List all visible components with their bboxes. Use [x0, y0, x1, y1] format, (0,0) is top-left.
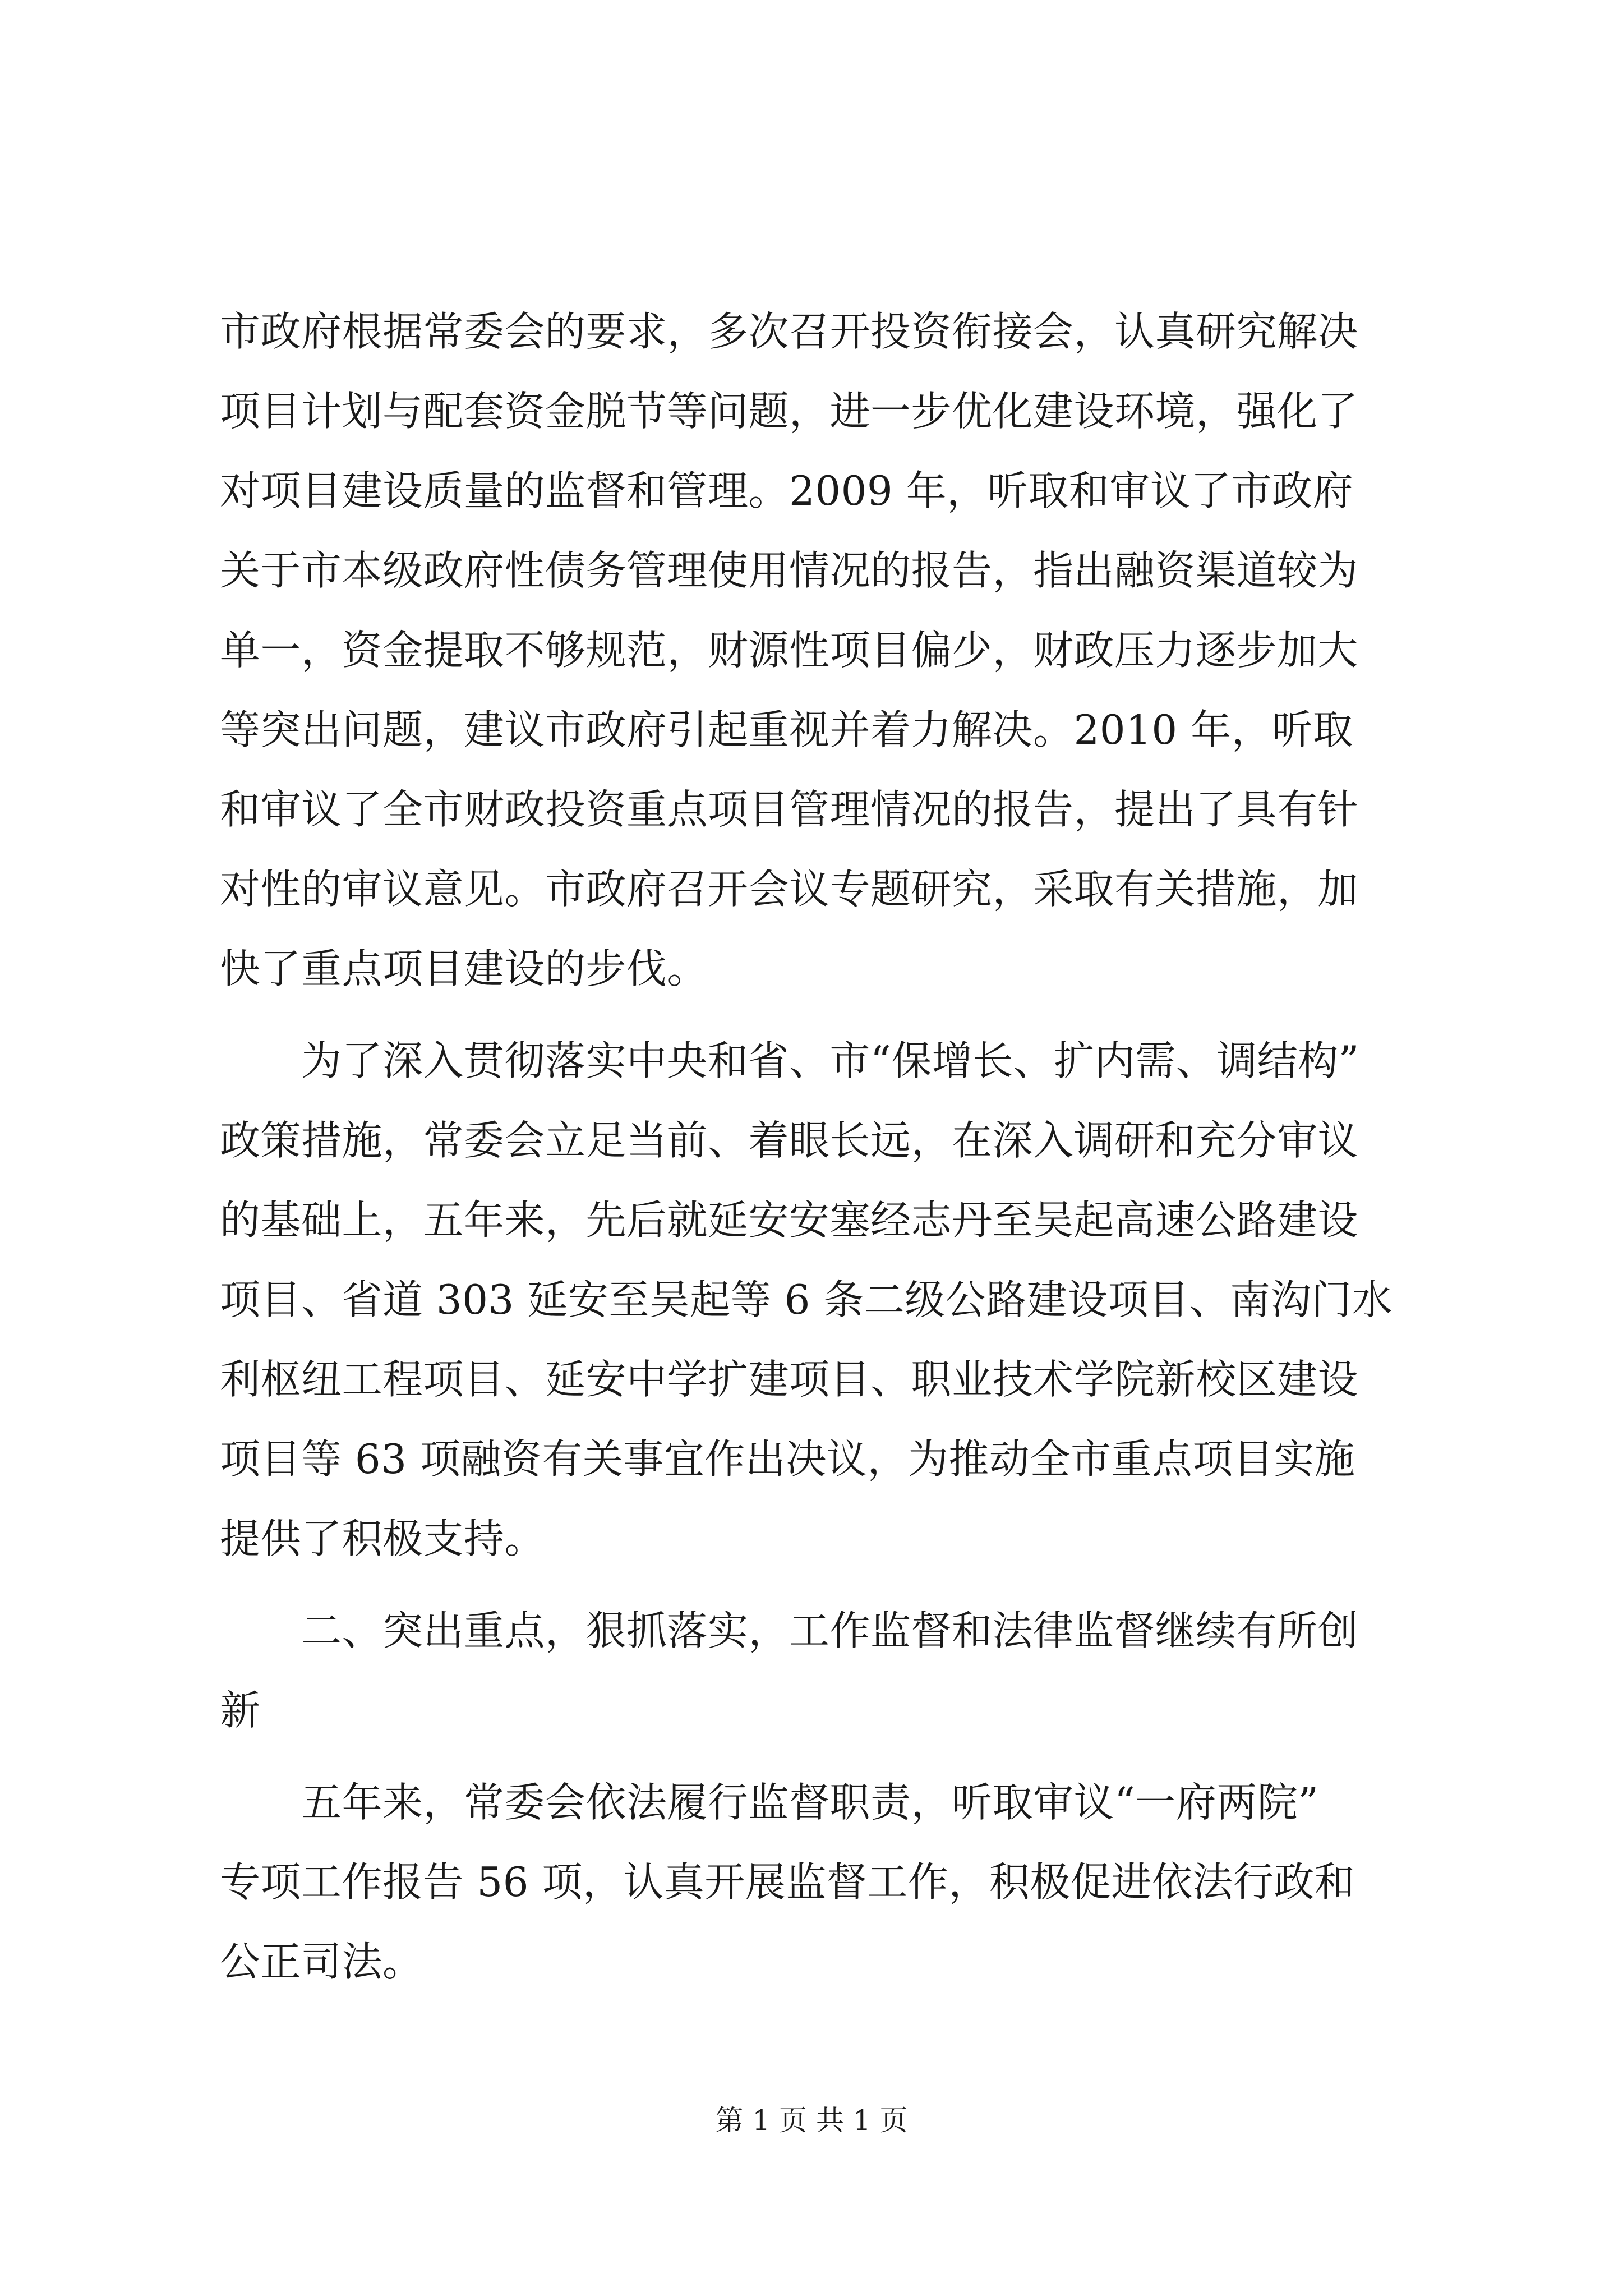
text-line: 提供了积极支持。	[220, 1515, 546, 1562]
text-line: 利枢纽工程项目、延安中学扩建项目、职业技术学院新校区建设	[220, 1356, 1359, 1403]
text-line: 项目等 63 项融资有关事宜作出决议，为推动全市重点项目实施	[220, 1435, 1355, 1483]
document-body	[220, 292, 1420, 2001]
heading-line: 新	[220, 1687, 261, 1734]
text-line: 对项目建设质量的监督和管理。2009 年，听取和审议了市政府	[220, 467, 1354, 514]
paragraph-spacer	[220, 1750, 1420, 1763]
text-line: 公正司法。	[220, 1938, 423, 1985]
text-line: 对性的审议意见。市政府召开会议专题研究，采取有关措施，加	[220, 866, 1359, 913]
text-line: 的基础上，五年来，先后就延安安塞经志丹至吴起高速公路建设	[220, 1197, 1359, 1244]
text-line: 项目计划与配套资金脱节等问题，进一步优化建设环境，强化了	[220, 388, 1359, 435]
text-line: 快了重点项目建设的步伐。	[220, 945, 708, 992]
paragraph-spacer	[220, 1579, 1420, 1591]
text-line: 关于市本级政府性债务管理使用情况的报告，指出融资渠道较为	[220, 547, 1359, 594]
page-number-footer: 第 1 页 共 1 页	[715, 2104, 908, 2137]
paragraph-3	[220, 1763, 1420, 2001]
text-line: 专项工作报告 56 项，认真开展监督工作，积极促进依法行政和	[220, 1858, 1355, 1906]
text-line: 等突出问题，建议市政府引起重视并着力解决。2010 年，听取	[220, 706, 1354, 753]
text-line: 为了深入贯彻落实中央和省、市“保增长、扩内需、调结构”	[220, 1037, 1360, 1084]
paragraph-1	[220, 292, 1420, 1009]
text-line: 项目、省道 303 延安至吴起等 6 条二级公路建设项目、南沟门水	[220, 1276, 1393, 1323]
paragraph-spacer	[220, 1009, 1420, 1021]
text-line: 政策措施，常委会立足当前、着眼长远，在深入调研和充分审议	[220, 1117, 1359, 1164]
text-line: 和审议了全市财政投资重点项目管理情况的报告，提出了具有针	[220, 786, 1359, 833]
text-line: 五年来，常委会依法履行监督职责，听取审议“一府两院”	[220, 1779, 1319, 1826]
text-line: 单一，资金提取不够规范，财源性项目偏少，财政压力逐步加大	[220, 627, 1359, 674]
paragraph-2	[220, 1021, 1420, 1579]
text-line: 市政府根据常委会的要求，多次召开投资衔接会，认真研究解决	[220, 308, 1359, 355]
section-heading	[220, 1591, 1420, 1750]
heading-line: 二、突出重点，狠抓落实，工作监督和法律监督继续有所创	[220, 1607, 1359, 1654]
